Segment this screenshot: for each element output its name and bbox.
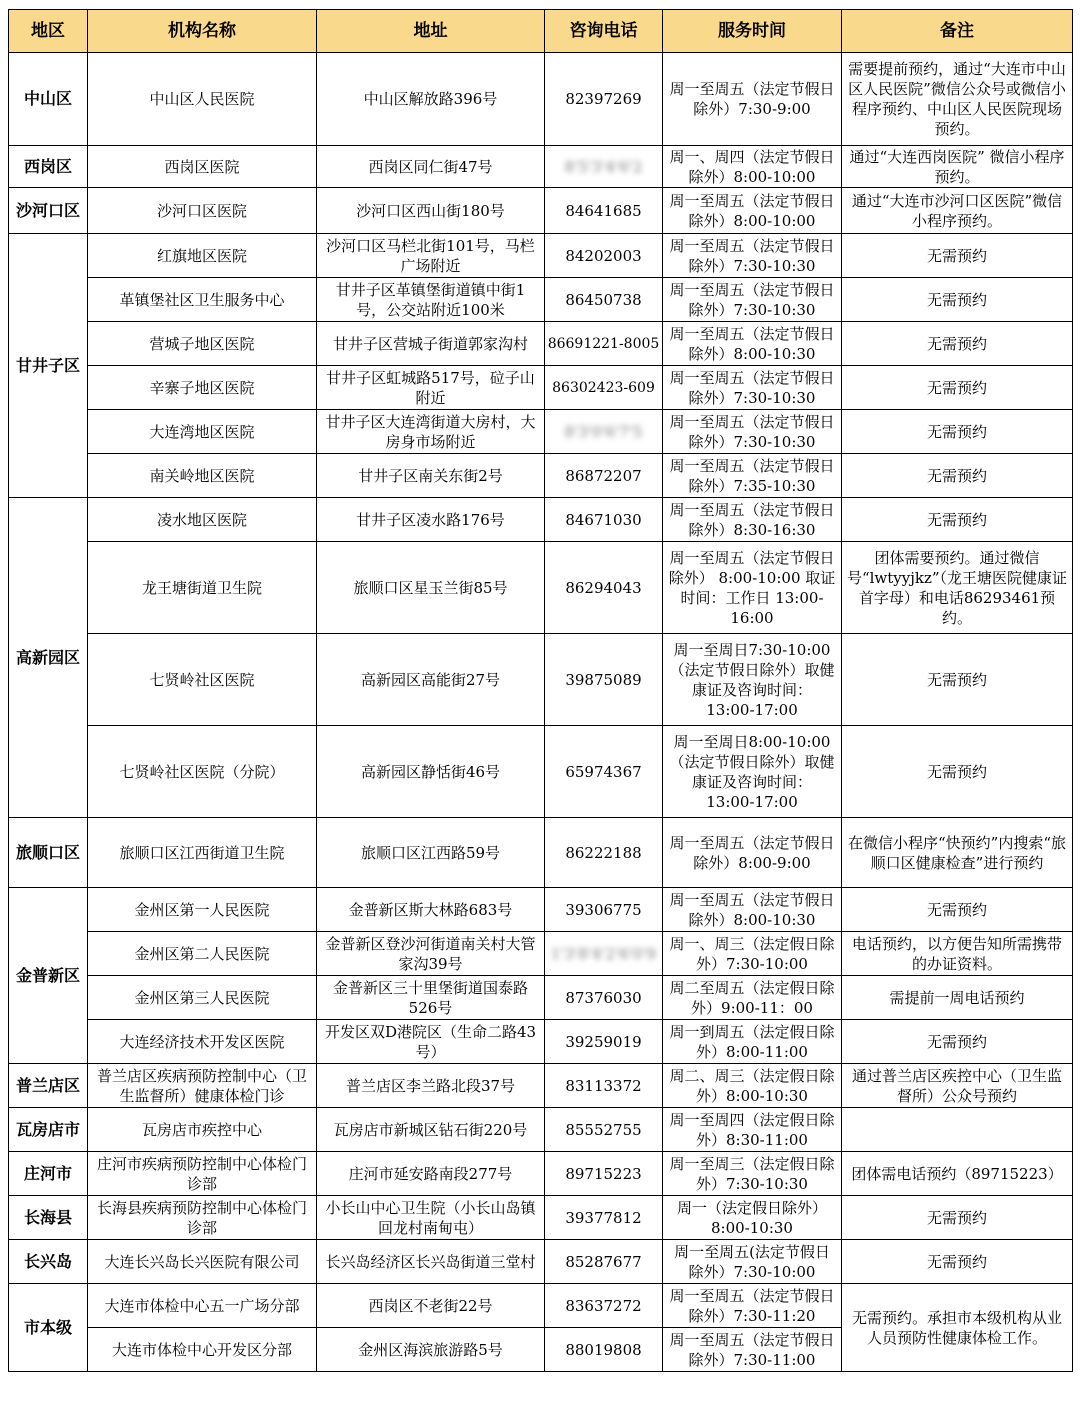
region-cell: 高新园区: [9, 498, 88, 818]
hours-cell: 周一至周五（法定节假日除外）7:30-11:00: [663, 1328, 842, 1372]
table-row: [9, 1020, 1073, 1064]
table-row: [9, 1152, 1073, 1196]
table-row: [9, 932, 1073, 976]
table-row: [9, 322, 1073, 366]
address-cell: 中山区解放路396号: [317, 53, 545, 146]
address-cell: 甘井子区革镇堡街道镇中街1号，公交站附近100米: [317, 278, 545, 322]
hours-cell: 周一至周五（法定节假日除外）7:30-10:30: [663, 234, 842, 278]
table-row: [9, 366, 1073, 410]
region-cell: 旅顺口区: [9, 818, 88, 888]
address-cell: 甘井子区大连湾街道大房村，大房身市场附近: [317, 410, 545, 454]
header-hours: 服务时间: [663, 10, 842, 53]
hours-cell: 周二、周三（法定假日除外）8:00-10:30: [663, 1064, 842, 1108]
name-cell: 大连湾地区医院: [88, 410, 317, 454]
hours-cell: 周一至周五（法定节假日除外）8:00-10:30: [663, 322, 842, 366]
hours-cell: 周一至周日8:00-10:00（法定节假日除外）取健康证及咨询时间： 13:00-17:00: [663, 726, 842, 818]
region-cell: 普兰店区: [9, 1064, 88, 1108]
header-row: [9, 10, 1073, 53]
region-cell: 长兴岛: [9, 1240, 88, 1284]
table-row: [9, 278, 1073, 322]
hours-cell: 周一至周五（法定节假日除外） 8:00-10:00 取证时间：工作日 13:00-16:00: [663, 542, 842, 634]
phone-cell: 86294043: [545, 542, 663, 634]
address-cell: 沙河口区西山街180号: [317, 188, 545, 234]
phone-cell: 86302423-609: [545, 366, 663, 410]
address-cell: 小长山中心卫生院（小长山岛镇回龙村南甸屯）: [317, 1196, 545, 1240]
phone-cell: 39875089: [545, 634, 663, 726]
table-row: [9, 53, 1073, 146]
hours-cell: 周一至周四（法定假日除外）8:30-11:00: [663, 1108, 842, 1152]
phone-cell: 39259019: [545, 1020, 663, 1064]
phone-cell: 88019808: [545, 1328, 663, 1372]
name-cell: 红旗地区医院: [88, 234, 317, 278]
address-cell: 金普新区三十里堡街道国泰路526号: [317, 976, 545, 1020]
header-name: 机构名称: [88, 10, 317, 53]
header-note: 备注: [842, 10, 1073, 53]
phone-cell: 83637272: [545, 1284, 663, 1328]
hours-cell: 周一至周五（法定节假日除外）7:30-10:30: [663, 278, 842, 322]
name-cell: 金州区第二人民医院: [88, 932, 317, 976]
hours-cell: 周一、周四（法定节假日除外）8:00-10:00: [663, 146, 842, 188]
name-cell: 大连经济技术开发区医院: [88, 1020, 317, 1064]
name-cell: 旅顺口区江西街道卫生院: [88, 818, 317, 888]
phone-cell: 89715223: [545, 1152, 663, 1196]
region-cell: 市本级: [9, 1284, 88, 1372]
note-cell: 电话预约，以方便告知所需携带的办证资料。: [842, 932, 1073, 976]
address-cell: 金州区海滨旅游路5号: [317, 1328, 545, 1372]
note-cell: 无需预约: [842, 1020, 1073, 1064]
note-cell: 无需预约。承担市本级机构从业人员预防性健康体检工作。: [842, 1284, 1073, 1372]
name-cell: 辛寨子地区医院: [88, 366, 317, 410]
address-cell: 沙河口区马栏北街101号，马栏广场附近: [317, 234, 545, 278]
name-cell: 大连市体检中心开发区分部: [88, 1328, 317, 1372]
address-cell: 普兰店区李兰路北段37号: [317, 1064, 545, 1108]
address-cell: 旅顺口区星玉兰街85号: [317, 542, 545, 634]
hours-cell: 周一至周五（法定节假日除外）8:00-10:00: [663, 188, 842, 234]
region-cell: 金普新区: [9, 888, 88, 1064]
address-cell: 甘井子区虹城路517号，砬子山附近: [317, 366, 545, 410]
name-cell: 普兰店区疾病预防控制中心（卫生监督所）健康体检门诊: [88, 1064, 317, 1108]
note-cell: [842, 1108, 1073, 1152]
name-cell: 大连市体检中心五一广场分部: [88, 1284, 317, 1328]
name-cell: 营城子地区医院: [88, 322, 317, 366]
note-cell: 在微信小程序“快预约”内搜索“旅顺口区健康检查”进行预约: [842, 818, 1073, 888]
note-cell: 通过“大连市沙河口区医院”微信小程序预约。: [842, 188, 1073, 234]
region-cell: 中山区: [9, 53, 88, 146]
address-cell: 高新园区静恬街46号: [317, 726, 545, 818]
note-cell: 无需预约: [842, 454, 1073, 498]
phone-cell: 84202003: [545, 234, 663, 278]
note-cell: 团体需要预约。通过微信号“lwtyyjkz”（龙王塘医院健康证首字母）和电话86293461预约。: [842, 542, 1073, 634]
header-phone: 咨询电话: [545, 10, 663, 53]
name-cell: 沙河口区医院: [88, 188, 317, 234]
region-cell: 庄河市: [9, 1152, 88, 1196]
obscured-phone-text: 8'5'3'4'6'2: [564, 157, 643, 176]
name-cell: 龙王塘街道卫生院: [88, 542, 317, 634]
address-cell: 甘井子区凌水路176号: [317, 498, 545, 542]
address-cell: 西岗区不老街22号: [317, 1284, 545, 1328]
name-cell: 金州区第三人民医院: [88, 976, 317, 1020]
note-cell: 需要提前预约，通过“大连市中山区人民医院”微信公众号或微信小程序预约、中山区人民医院现场预约。: [842, 53, 1073, 146]
note-cell: 无需预约: [842, 278, 1073, 322]
phone-cell-obscured: [545, 410, 663, 454]
name-cell: 瓦房店市疾控中心: [88, 1108, 317, 1152]
hours-cell: 周二至周五（法定假日除外）9:00-11：00: [663, 976, 842, 1020]
phone-cell: 83113372: [545, 1064, 663, 1108]
hours-cell: 周一至周三（法定假日除外）7:30-10:30: [663, 1152, 842, 1196]
name-cell: 长海县疾病预防控制中心体检门诊部: [88, 1196, 317, 1240]
phone-cell-obscured: [545, 932, 663, 976]
note-cell: 团体需电话预约（89715223）: [842, 1152, 1073, 1196]
address-cell: 西岗区同仁街47号: [317, 146, 545, 188]
table-row: [9, 976, 1073, 1020]
hours-cell: 周一至周五（法定节假日除外）7:35-10:30: [663, 454, 842, 498]
table-row: [9, 454, 1073, 498]
address-cell: 甘井子区南关东街2号: [317, 454, 545, 498]
address-cell: 高新园区高能街27号: [317, 634, 545, 726]
obscured-phone-text: 8'3'0'6'7'5: [564, 422, 643, 441]
note-cell: 通过普兰店区疾控中心（卫生监督所）公众号预约: [842, 1064, 1073, 1108]
address-cell: 金普新区斯大林路683号: [317, 888, 545, 932]
hours-cell: 周一至周五（法定节假日除外）8:00-10:30: [663, 888, 842, 932]
table-wrapper: [8, 9, 1072, 1372]
table-row: [9, 888, 1073, 932]
obscured-phone-text: 1'3'8'4'2'6'0'9: [550, 944, 657, 963]
phone-cell: 39377812: [545, 1196, 663, 1240]
phone-cell-obscured: [545, 146, 663, 188]
name-cell: 七贤岭社区医院（分院）: [88, 726, 317, 818]
table-row: [9, 146, 1073, 188]
hours-cell: 周一至周五（法定节假日除外）7:30-9:00: [663, 53, 842, 146]
region-cell: 长海县: [9, 1196, 88, 1240]
address-cell: 长兴岛经济区长兴岛街道三堂村: [317, 1240, 545, 1284]
address-cell: 开发区双D港院区（生命二路43号）: [317, 1020, 545, 1064]
table-row: [9, 1284, 1073, 1328]
hours-cell: 周一至周日7:30-10:00（法定节假日除外）取健康证及咨询时间： 13:00-17:00: [663, 634, 842, 726]
phone-cell: 84641685: [545, 188, 663, 234]
region-cell: 瓦房店市: [9, 1108, 88, 1152]
phone-cell: 86691221-8005: [545, 322, 663, 366]
name-cell: 凌水地区医院: [88, 498, 317, 542]
note-cell: 无需预约: [842, 322, 1073, 366]
table-row: [9, 818, 1073, 888]
phone-cell: 84671030: [545, 498, 663, 542]
phone-cell: 82397269: [545, 53, 663, 146]
name-cell: 金州区第一人民医院: [88, 888, 317, 932]
phone-cell: 86222188: [545, 818, 663, 888]
phone-cell: 87376030: [545, 976, 663, 1020]
note-cell: 无需预约: [842, 234, 1073, 278]
region-cell: 沙河口区: [9, 188, 88, 234]
region-cell: 西岗区: [9, 146, 88, 188]
hours-cell: 周一至周五（法定节假日除外）7:30-10:30: [663, 410, 842, 454]
table-row: [9, 188, 1073, 234]
note-cell: 无需预约: [842, 498, 1073, 542]
region-cell: 甘井子区: [9, 234, 88, 498]
hours-cell: 周一至周五(法定节假日除外）7:30-10:00: [663, 1240, 842, 1284]
address-cell: 金普新区登沙河街道南关村大管家沟39号: [317, 932, 545, 976]
table-row: [9, 542, 1073, 634]
phone-cell: 86872207: [545, 454, 663, 498]
phone-cell: 85287677: [545, 1240, 663, 1284]
header-region: 地区: [9, 10, 88, 53]
name-cell: 中山区人民医院: [88, 53, 317, 146]
hours-cell: 周一至周五（法定节假日除外）7:30-10:30: [663, 366, 842, 410]
name-cell: 大连长兴岛长兴医院有限公司: [88, 1240, 317, 1284]
name-cell: 西岗区医院: [88, 146, 317, 188]
health-checkup-table: [8, 9, 1073, 1372]
note-cell: 无需预约: [842, 634, 1073, 726]
phone-cell: 39306775: [545, 888, 663, 932]
table-row: [9, 1196, 1073, 1240]
address-cell: 旅顺口区江西路59号: [317, 818, 545, 888]
table-row: [9, 634, 1073, 726]
table-row: [9, 1064, 1073, 1108]
header-address: 地址: [317, 10, 545, 53]
phone-cell: 65974367: [545, 726, 663, 818]
hours-cell: 周一至周五（法定节假日除外）7:30-11:20: [663, 1284, 842, 1328]
table-row: [9, 498, 1073, 542]
note-cell: 无需预约: [842, 726, 1073, 818]
name-cell: 七贤岭社区医院: [88, 634, 317, 726]
hours-cell: 周一、周三（法定假日除外）7:30-10:00: [663, 932, 842, 976]
note-cell: 无需预约: [842, 888, 1073, 932]
address-cell: 瓦房店市新城区钻石街220号: [317, 1108, 545, 1152]
name-cell: 南关岭地区医院: [88, 454, 317, 498]
table-row: [9, 1240, 1073, 1284]
name-cell: 革镇堡社区卫生服务中心: [88, 278, 317, 322]
note-cell: 通过“大连西岗医院” 微信小程序预约。: [842, 146, 1073, 188]
phone-cell: 85552755: [545, 1108, 663, 1152]
note-cell: 需提前一周电话预约: [842, 976, 1073, 1020]
table-row: [9, 234, 1073, 278]
address-cell: 甘井子区营城子街道郭家沟村: [317, 322, 545, 366]
address-cell: 庄河市延安路南段277号: [317, 1152, 545, 1196]
hours-cell: 周一（法定假日除外） 8:00-10:30: [663, 1196, 842, 1240]
table-row: [9, 410, 1073, 454]
name-cell: 庄河市疾病预防控制中心体检门诊部: [88, 1152, 317, 1196]
note-cell: 无需预约: [842, 1240, 1073, 1284]
table-row: [9, 726, 1073, 818]
hours-cell: 周一到周五（法定假日除外）8:00-11:00: [663, 1020, 842, 1064]
note-cell: 无需预约: [842, 366, 1073, 410]
table-row: [9, 1108, 1073, 1152]
phone-cell: 86450738: [545, 278, 663, 322]
hours-cell: 周一至周五（法定节假日除外）8:00-9:00: [663, 818, 842, 888]
hours-cell: 周一至周五（法定节假日除外）8:30-16:30: [663, 498, 842, 542]
note-cell: 无需预约: [842, 410, 1073, 454]
note-cell: 无需预约: [842, 1196, 1073, 1240]
